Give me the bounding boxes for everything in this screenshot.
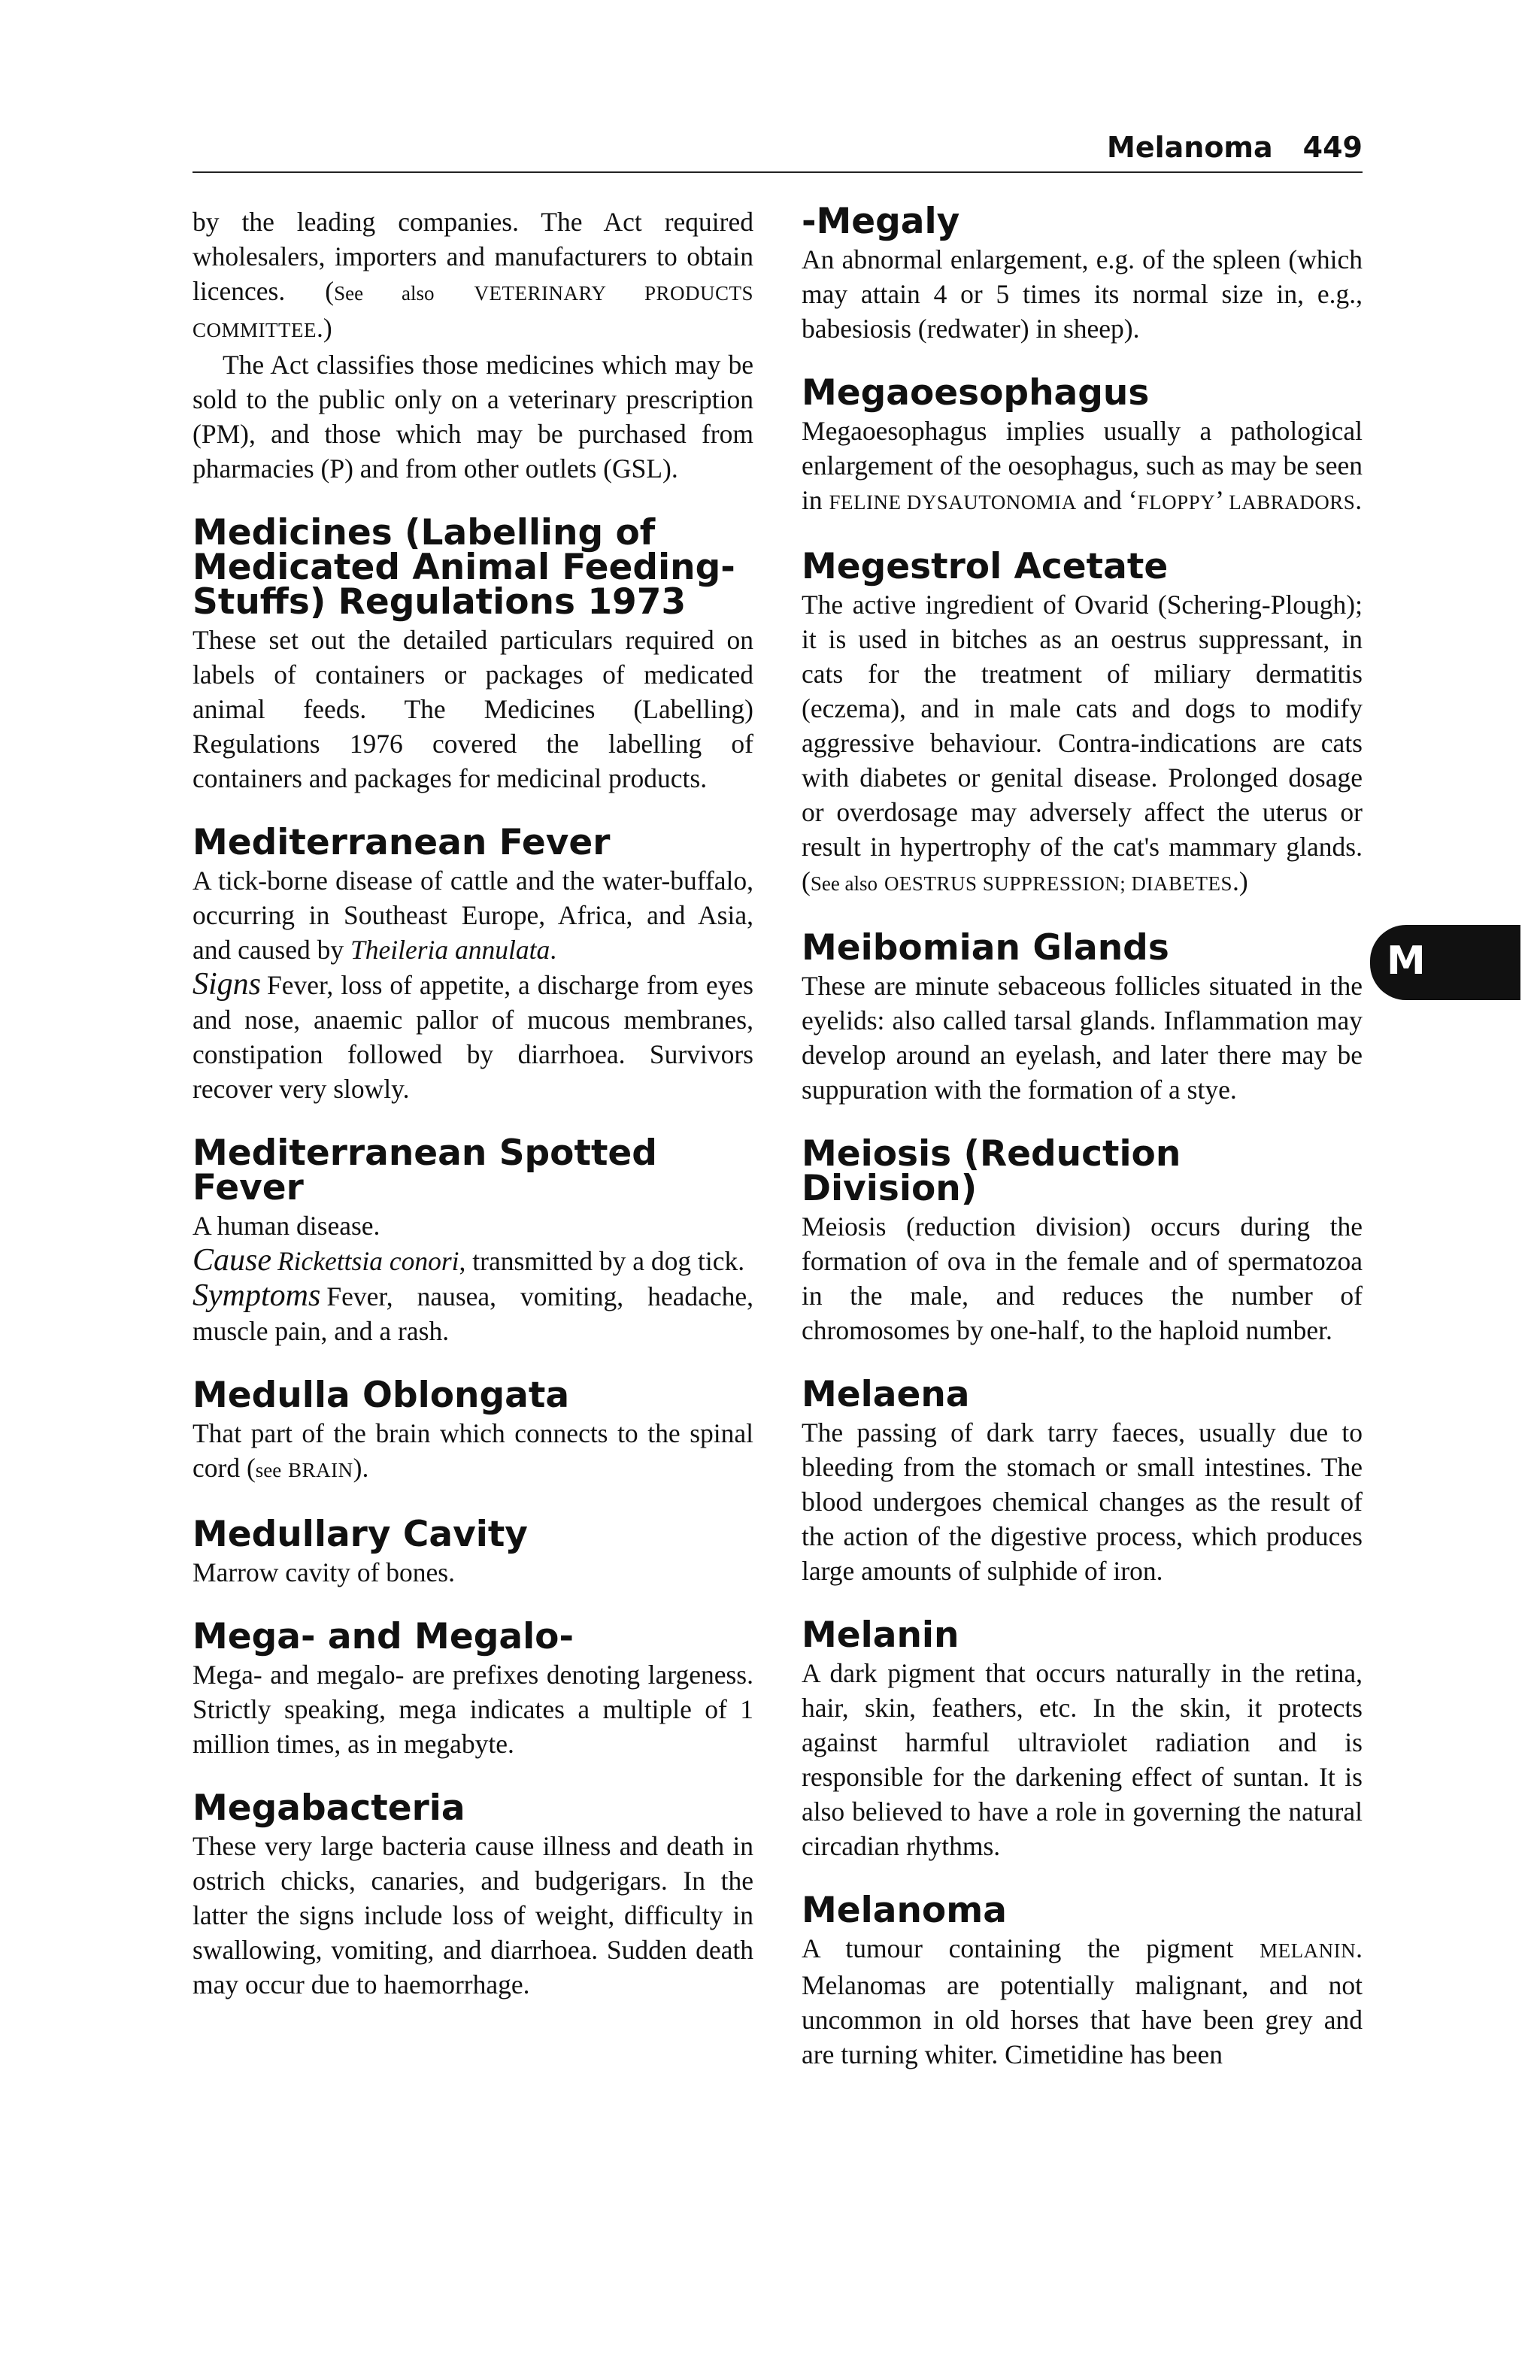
entry-body	[802, 414, 1363, 520]
entry-body: Marrow cavity of bones.	[192, 1557, 455, 1587]
entry-mega-megalo	[192, 1616, 753, 1761]
continued-text: by the leading companies. The Act required wholesalers, importers and manufacturers to obtain licences. (	[192, 207, 753, 306]
body-text: A tick-borne disease of cattle and the water-buffalo, occurring in Southeast Europe, Africa, and Asia, and caused by	[192, 866, 753, 965]
entry-megaoesophagus	[802, 372, 1363, 520]
running-title: Melanoma	[1107, 131, 1273, 164]
body-text: A tumour containing the pigment	[802, 1933, 1260, 1963]
body-text: and ‘	[1076, 485, 1138, 515]
species-name: Theileria annulata	[350, 935, 550, 965]
entry-title: Mediterranean Spotted Fever	[192, 1132, 657, 1208]
entry-body: A dark pigment that occurs naturally in the retina, hair, skin, feathers, etc. In the skin, it protects against harmful ultraviolet radiation and is responsible for the darkening effect of suntan. It is also believed to have a role in governing the natural circadian rhythms.	[802, 1658, 1363, 1861]
entry-megestrol-acetate	[802, 546, 1363, 901]
entry-mediterranean-fever	[192, 822, 753, 1106]
punctuation: .	[1355, 485, 1363, 515]
entry-title: Mega- and Megalo-	[192, 1616, 574, 1657]
entry-body: These set out the detailed particulars required on labels of containers or packages of medicated animal feeds. The Medicines (Labelling) Regulations 1976 covered the labelling of containers and packages for medicinal products.	[192, 625, 753, 793]
signs-paragraph	[192, 967, 753, 1106]
species-name: Rickettsia conori	[277, 1246, 459, 1276]
entry-body: These very large bacteria cause illness and death in ostrich chicks, canaries, and budgerigars. In the latter the signs include loss of weight, difficulty in swallowing, vomiting, and diarrhoea. Sudden death may occur due to haemorrhage.	[192, 1831, 753, 2000]
symptoms-paragraph	[192, 1278, 753, 1348]
continued-paragraph	[192, 205, 753, 347]
cross-reference: FLOPPY	[1137, 491, 1216, 514]
entry-megaly	[802, 201, 1363, 346]
entry-body	[802, 1931, 1363, 2072]
body-text: ’	[1215, 485, 1229, 515]
cross-reference: LABRADORS	[1229, 491, 1356, 514]
page-number: 449	[1302, 131, 1363, 164]
cause-paragraph	[192, 1243, 753, 1278]
entry-medullary-cavity	[192, 1514, 753, 1590]
see-also-label: See also	[334, 282, 435, 305]
entry-meibomian-glands	[802, 927, 1363, 1107]
body-text: The active ingredient of Ovarid (Schering-Plough); it is used in bitches as an oestrus suppressant, in cats for the treatment of miliary dermatitis (eczema), and in male cats and dogs to modify aggressive behaviour. Contra-indications are cats with diabetes or genital disease. Prolonged dosage or overdosage may adversely affect the uterus or result in hypertrophy of the cat's mammary glands. (	[802, 590, 1363, 896]
entry-body	[192, 863, 753, 967]
running-header	[192, 126, 1363, 173]
entry-title: Medulla Oblongata	[192, 1375, 570, 1416]
entry-title: Meiosis (Reduction Division)	[802, 1133, 1181, 1209]
cause-text: , transmitted by a dog tick.	[459, 1246, 745, 1276]
entry-title: Megestrol Acetate	[802, 546, 1169, 587]
entry-body	[802, 587, 1363, 901]
continued-paragraph-2: The Act classifies those medicines which may be sold to the public only on a veterinary prescription (PM), and those which may be purchased from pharmacies (P) and from other outlets (GSL).	[192, 350, 753, 484]
cross-reference: BRAIN	[288, 1459, 353, 1481]
entry-melaena	[802, 1374, 1363, 1588]
entry-title: Mediterranean Fever	[192, 822, 611, 863]
section-thumb-tab	[1370, 925, 1520, 1000]
entry-title: Megaoesophagus	[802, 372, 1150, 414]
see-label: see	[255, 1459, 282, 1481]
signs-text: Fever, loss of appetite, a discharge from eyes and nose, anaemic pallor of mucous membranes, constipation followed by diarrhoea. Survivors recover very slowly.	[192, 970, 753, 1104]
continued-entry	[192, 205, 753, 486]
entry-title: Melanin	[802, 1614, 959, 1656]
entry-medicines-labelling	[192, 512, 753, 796]
cross-reference: VETERINARY PRODUCTS COMMITTEE	[192, 282, 754, 341]
body-text: . Melanomas are potentially malignant, and not uncommon in old horses that have been grey and are turning whiter. Cimetidine has been	[802, 1933, 1363, 2069]
entry-title: Meibomian Glands	[802, 927, 1169, 969]
symptoms-label: Symptoms	[192, 1278, 321, 1313]
entry-body: Meiosis (reduction division) occurs during the formation of ova in the female and of spermatozoa in the male, and reduces the number of chromosomes by one-half, to the haploid number.	[802, 1211, 1363, 1345]
right-column	[802, 201, 1363, 2102]
body-text: That part of the brain which connects to the spinal cord (	[192, 1418, 753, 1483]
entry-body: A human disease.	[192, 1211, 380, 1241]
entry-body	[192, 1416, 753, 1487]
entry-body: These are minute sebaceous follicles situated in the eyelids: also called tarsal glands. Inflammation may develop around an eyelash, and later there may be suppuration with the formation of a stye.	[802, 971, 1363, 1105]
punctuation: ).	[353, 1453, 369, 1483]
entry-title: -Megaly	[802, 201, 960, 242]
entry-melanoma	[802, 1890, 1363, 2072]
entry-title: Melanoma	[802, 1890, 1007, 1931]
entry-medulla-oblongata	[192, 1375, 753, 1487]
cause-label: Cause	[192, 1243, 271, 1278]
entry-mediterranean-spotted-fever	[192, 1132, 753, 1348]
punctuation: .)	[316, 313, 332, 343]
left-column	[192, 205, 753, 2032]
entry-body: Mega- and megalo- are prefixes denoting largeness. Strictly speaking, mega indicates a multiple of 1 million times, as in megabyte.	[192, 1660, 753, 1759]
entry-meiosis	[802, 1133, 1363, 1348]
entry-megabacteria	[192, 1787, 753, 2002]
running-header-text	[1107, 131, 1363, 164]
entry-title: Medicines (Labelling of Medicated Animal Feeding-Stuffs) Regulations 1973	[192, 512, 735, 623]
cross-reference: FELINE DYSAUTONOMIA	[829, 491, 1077, 514]
entry-body: The passing of dark tarry faeces, usually due to bleeding from the stomach or small intestines. The blood undergoes chemical changes as the result of the action of the digestive process, which produces large amounts of sulphide of iron.	[802, 1417, 1363, 1586]
see-also-label: See also	[810, 872, 878, 895]
entry-melanin	[802, 1614, 1363, 1863]
entry-title: Medullary Cavity	[192, 1514, 528, 1555]
cross-reference: MELANIN	[1260, 1939, 1357, 1962]
signs-label: Signs	[192, 967, 262, 1002]
body-text: Megaoesophagus implies usually a pathological enlargement of the oesophagus, such as may be seen in	[802, 416, 1363, 515]
thumb-tab-letter: M	[1387, 938, 1426, 984]
punctuation: .	[550, 935, 557, 965]
cross-reference: OESTRUS SUPPRESSION; DIABETES	[884, 872, 1233, 895]
entry-title: Megabacteria	[192, 1787, 465, 1829]
punctuation: .)	[1232, 866, 1248, 896]
entry-title: Melaena	[802, 1374, 970, 1415]
entry-body: An abnormal enlargement, e.g. of the spleen (which may attain 4 or 5 times its normal size in, e.g., babesiosis (redwater) in sheep).	[802, 244, 1363, 344]
symptoms-text: Fever, nausea, vomiting, headache, muscle pain, and a rash.	[192, 1281, 753, 1346]
